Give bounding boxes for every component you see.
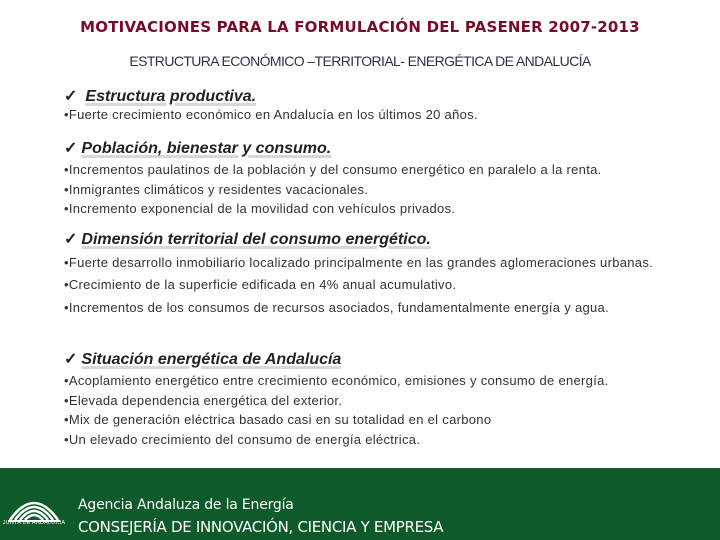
bullet-item: • Incrementos de los consumos de recursos asociados, fundamentalmente energía y agua. — [64, 298, 684, 318]
bullet-item: • Elevada dependencia energética del exterior. — [64, 391, 684, 411]
bullet-item: • Fuerte desarrollo inmobiliario localizado principalmente en las grandes aglomeraciones urbanas. — [64, 255, 684, 270]
agency-name: Agencia Andaluza de la Energía — [78, 497, 294, 513]
bullet-item: • Inmigrantes climáticos y residentes vacacionales. — [64, 180, 684, 200]
bullet-item: • Fuerte crecimiento económico en Andalucía en los últimos 20 años. — [64, 105, 684, 125]
bullet-item: • Acoplamiento energético entre crecimiento económico, emisiones y consumo de energía. — [64, 371, 684, 391]
section-heading — [64, 349, 684, 369]
section-heading — [64, 229, 684, 249]
checkmark-icon: ✓ — [64, 351, 78, 368]
page-subtitle: ESTRUCTURA ECONÓMICO –TERRITORIAL- ENERGÉTICA DE ANDALUCÍA — [129, 53, 591, 69]
section-dimension-territorial — [64, 229, 684, 317]
junta-andalucia-logo-icon — [4, 480, 64, 535]
page-title: MOTIVACIONES PARA LA FORMULACIÓN DEL PASENER 2007-2013 — [80, 18, 640, 36]
checkmark-icon: ✓ — [64, 140, 78, 157]
section-heading-text: Situación energética de Andalucía — [81, 351, 342, 368]
section-situacion-energetica — [64, 349, 684, 449]
section-heading — [64, 86, 684, 106]
checkmark-icon: ✓ — [64, 88, 78, 105]
bullet-item: • Mix de generación eléctrica basado casi en su totalidad en el carbono — [64, 410, 684, 430]
logo-caption: JUNTA DE ANDALUCIA — [2, 520, 66, 526]
bullet-item: • Incremento exponencial de la movilidad con vehículos privados. — [64, 199, 684, 219]
section-estructura-productiva — [64, 86, 684, 125]
section-heading-text: Población, bienestar y consumo. — [81, 140, 332, 157]
checkmark-icon: ✓ — [64, 231, 78, 248]
section-heading-text: Dimensión territorial del consumo energético. — [81, 231, 431, 248]
section-poblacion — [64, 138, 684, 219]
bullet-item: • Incrementos paulatinos de la población y del consumo energético en paralelo a la renta. — [64, 160, 684, 180]
section-heading — [64, 138, 684, 158]
section-heading-text: Estructura productiva. — [85, 88, 257, 105]
bullet-item: • Crecimiento de la superficie edificada en 4% anual acumulativo. — [64, 275, 684, 295]
footer-bar — [0, 468, 720, 540]
ministry-name: CONSEJERÍA DE INNOVACIÓN, CIENCIA Y EMPRESA — [78, 518, 444, 536]
bullet-item: • Un elevado crecimiento del consumo de energía eléctrica. — [64, 430, 684, 450]
